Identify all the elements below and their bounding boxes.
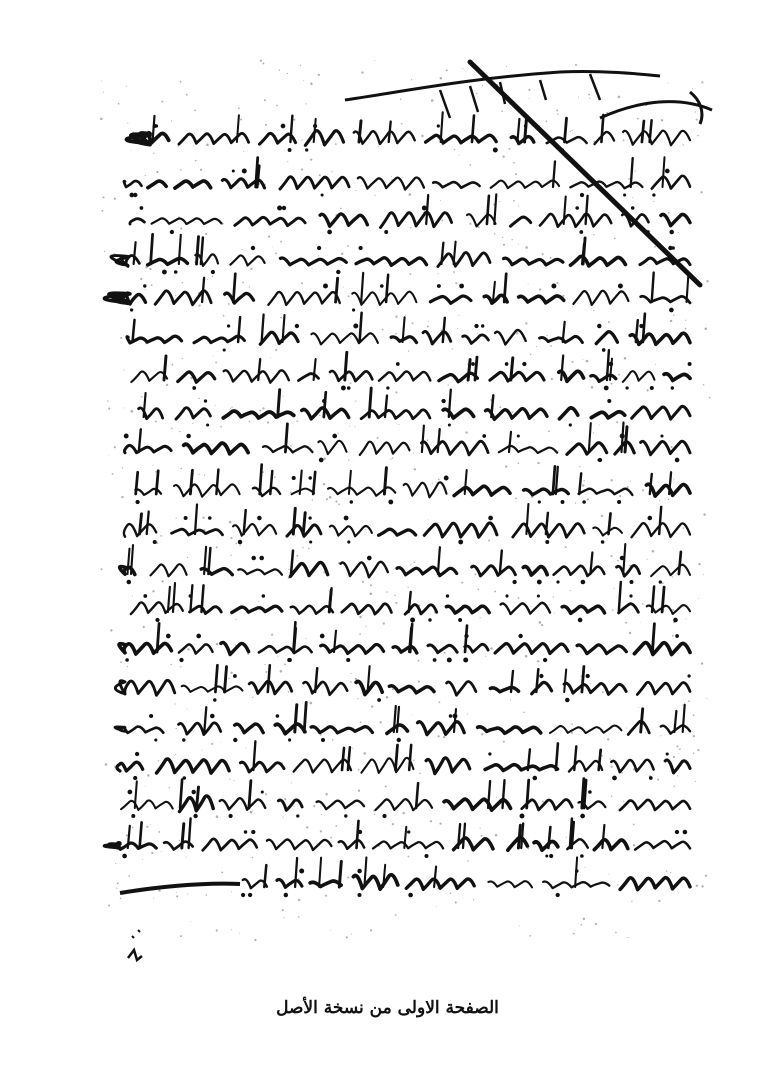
handwritten-line [115,665,690,702]
handwritten-line [130,194,690,234]
handwritten-line [121,779,690,819]
closing-underline [120,884,240,893]
handwritten-line [241,857,690,897]
handwritten-line [115,702,690,742]
handwritten-line [139,388,690,426]
handwritten-line [131,350,691,390]
handwritten-line [131,582,690,622]
handwritten-line [124,423,690,463]
handwritten-line [104,818,690,858]
page-caption: الصفحة الاولى من نسخة الأصل [276,998,499,1018]
handwritten-line [127,313,690,352]
handwritten-lines [104,112,691,897]
handwritten-line [104,273,690,313]
handwritten-line [127,112,691,152]
handwritten-line [117,741,690,780]
right-margin-word [600,92,712,124]
handwritten-line [124,504,690,544]
handwritten-line [120,544,690,584]
folio-mark [128,950,142,960]
handwritten-line [111,234,690,274]
handwritten-line [119,622,690,662]
handwritten-line [135,465,690,505]
